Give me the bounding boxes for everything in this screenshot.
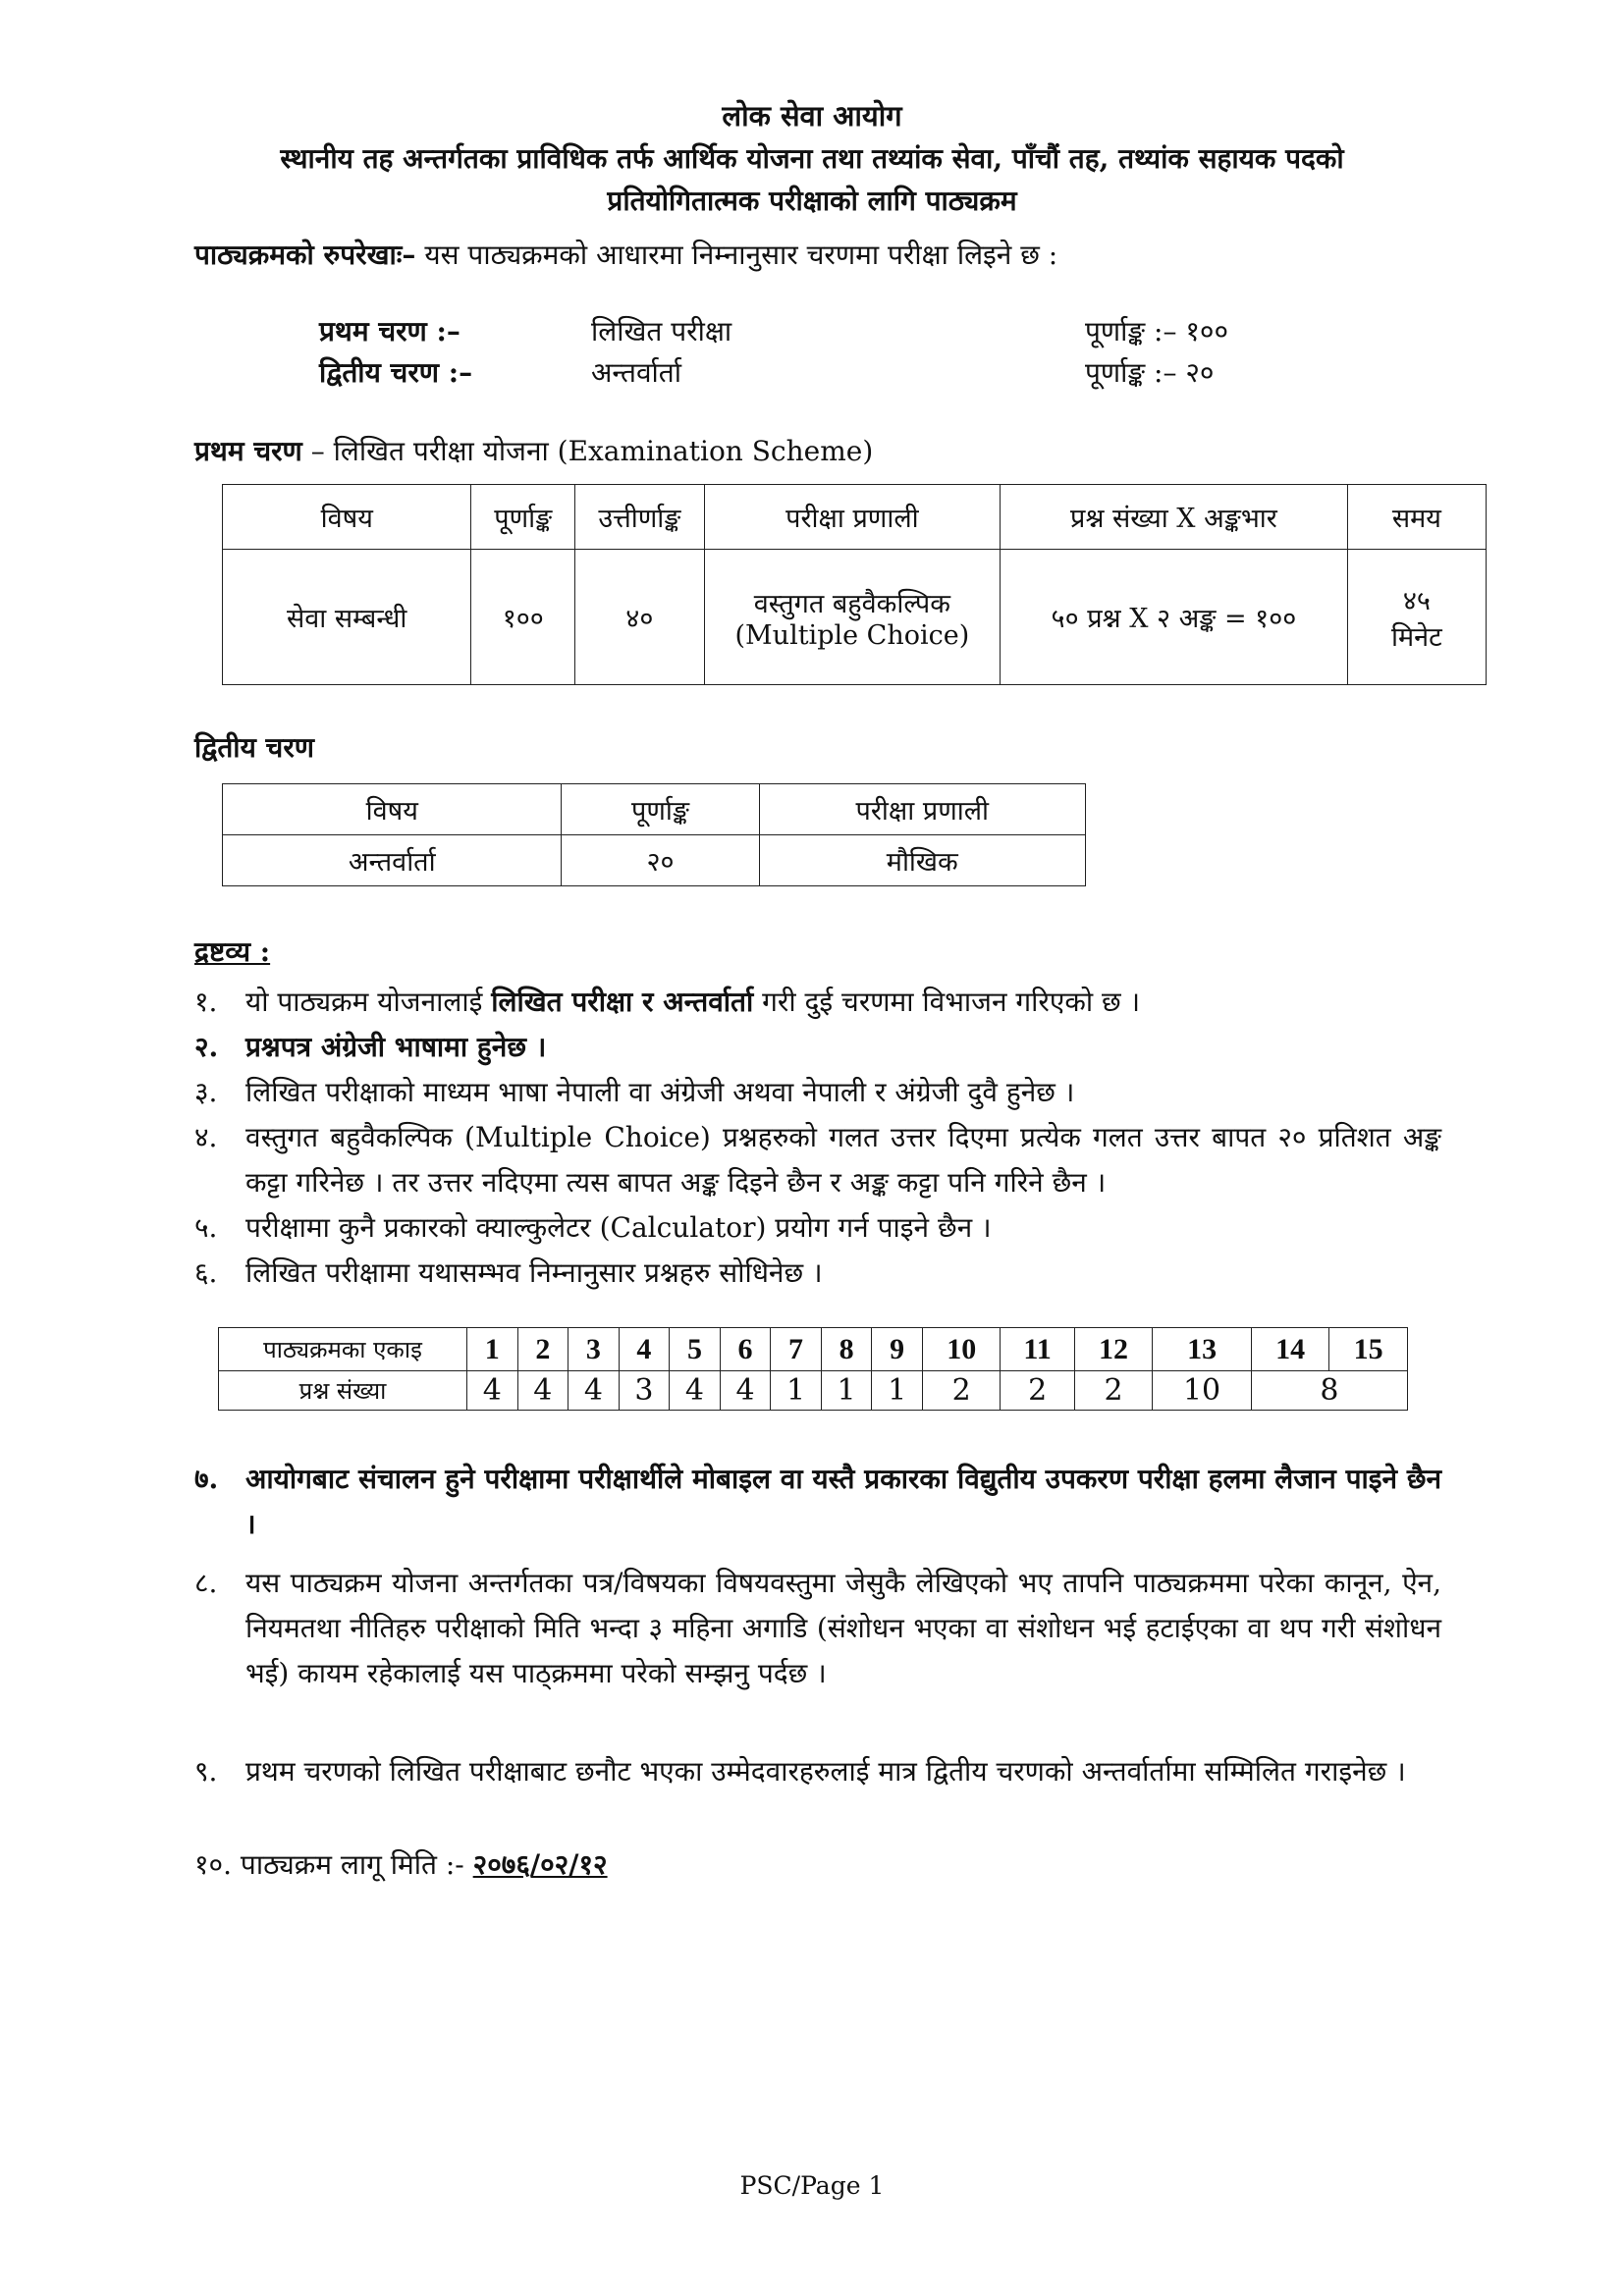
unit-cell: 15 (1329, 1328, 1408, 1371)
phase-1-marks: पूर्णाङ्क :– १०० (1085, 315, 1229, 347)
note-number: ६. (194, 1256, 218, 1289)
count-cell: 1 (821, 1371, 872, 1411)
phase-1-name: प्रथम चरण :– (319, 315, 460, 347)
note-2-text: प्रश्नपत्र अंग्रेजी भाषामा हुनेछ । (245, 1031, 547, 1063)
note-10-text: १०. पाठ्यक्रम लागू मिति :- (194, 1848, 464, 1881)
col-subject: विषय (223, 485, 471, 550)
unit-cell: 10 (922, 1328, 1001, 1371)
note-4-text: वस्तुगत बहुवैकल्पिक (Multiple Choice) प्रश्नहरुको गलत उत्तर दिएमा प्रत्येक गलत उत्तर बापत २० प्रतिशत अङ्क कट्टा गरिनेछ । तर उत्तर नदिएमा त्यस बापत अङ्क दिइने छैन र अङ्क कट्टा पनि गरिने छैन । (245, 1121, 1441, 1199)
count-cell: 2 (922, 1371, 1001, 1411)
unit-cell: 5 (670, 1328, 721, 1371)
note-2 (194, 1025, 1441, 1070)
note-number: ५. (194, 1211, 218, 1244)
cell-full-marks: १०० (471, 550, 575, 685)
cell-subject: सेवा सम्बन्धी (223, 550, 471, 685)
cell-exam-system (704, 550, 1000, 685)
phase-2-exam: अन्तर्वार्ता (591, 356, 682, 389)
count-cell: 4 (467, 1371, 518, 1411)
note-7-text: आयोगबाट संचालन हुने परीक्षामा परीक्षार्थीले मोबाइल वा यस्तै प्रकारका विद्युतीय उपकरण परीक्षा हलमा लैजान पाइने छैन । (245, 1463, 1441, 1540)
unit-cell: 1 (467, 1328, 518, 1371)
cell-subject: अन्तर्वार्ता (223, 835, 562, 886)
note-number: ४. (194, 1121, 218, 1153)
exam-scheme-table (222, 484, 1487, 685)
table-row (223, 835, 1086, 886)
header-title: लोक सेवा आयोग (722, 99, 902, 133)
note-number: २. (194, 1031, 219, 1063)
unit-cell: 8 (821, 1328, 872, 1371)
count-cell: 2 (1074, 1371, 1153, 1411)
row-label-units: पाठ्यक्रमका एकाइ (219, 1328, 467, 1371)
note-number: १. (194, 986, 218, 1018)
note-6 (194, 1251, 1441, 1296)
page-footer: PSC/Page 1 (739, 2171, 885, 2200)
cell-full-marks: २० (562, 835, 759, 886)
interview-table (222, 783, 1086, 886)
count-cell: 3 (619, 1371, 670, 1411)
note-6-text: लिखित परीक्षामा यथासम्भव निम्नानुसार प्रश्नहरु सोधिनेछ । (245, 1256, 823, 1289)
unit-cell: 7 (771, 1328, 822, 1371)
note-5 (194, 1205, 1441, 1251)
cell-exam-system: मौखिक (759, 835, 1085, 886)
table-header-row (223, 485, 1487, 550)
col-questions: प्रश्न संख्या X अङ्कभार (1001, 485, 1348, 550)
unit-cell: 12 (1074, 1328, 1153, 1371)
phase-1-exam: लिखित परीक्षा (591, 315, 732, 347)
phase-2-marks: पूर्णाङ्क :– २० (1085, 356, 1215, 389)
outline-line (194, 236, 1057, 273)
note-9-text: प्रथम चरणको लिखित परीक्षाबाट छनौट भएका उम्मेदवारहरुलाई मात्र द्वितीय चरणको अन्तर्वार्तामा सम्मिलित गराइनेछ । (245, 1755, 1406, 1788)
note-3 (194, 1070, 1441, 1115)
count-cell: 4 (517, 1371, 568, 1411)
unit-cell: 9 (872, 1328, 923, 1371)
note-number: ७. (194, 1463, 219, 1495)
note-number: ८. (194, 1567, 218, 1599)
time-line-1: ४५ (1402, 585, 1431, 616)
outline-label: पाठ्यक्रमको रुपरेखाः– (194, 239, 416, 271)
count-cell: 1 (872, 1371, 923, 1411)
count-cell: 4 (670, 1371, 721, 1411)
col-full-marks: पूर्णाङ्क (562, 784, 759, 835)
note-1-bold: लिखित परीक्षा र अन्तर्वार्ता (491, 986, 754, 1018)
note-8 (194, 1561, 1441, 1696)
unit-cell: 4 (619, 1328, 670, 1371)
note-4 (194, 1115, 1441, 1205)
note-number: ३. (194, 1076, 218, 1108)
exam-system-line-2: (Multiple Choice) (734, 619, 970, 651)
header-subtitle: स्थानीय तह अन्तर्गतका प्राविधिक तर्फ आर्थिक योजना तथा तथ्यांक सेवा, पाँचौं तह, तथ्यांक सहायक पदको (280, 142, 1344, 175)
col-full-marks: पूर्णाङ्क (471, 485, 575, 550)
note-9 (194, 1749, 1441, 1794)
table-row (219, 1328, 1408, 1371)
count-cell: 1 (771, 1371, 822, 1411)
col-exam-system: परीक्षा प्रणाली (704, 485, 1000, 550)
note-8-text: यस पाठ्यक्रम योजना अन्तर्गतका पत्र/विषयका विषयवस्तुमा जेसुकै लेखिएको भए तापनि पाठ्यक्रममा परेका कानून, ऐन, नियमतथा नीतिहरु परीक्षाको मिति भन्दा ३ महिना अगाडि (संशोधन भएका वा संशोधन भई हटाईएका वा थप गरी संशोधन भई) कायम रहेकालाई यस पाठ्क्रममा परेको सम्झनु पर्दछ । (245, 1567, 1441, 1689)
unit-cell: 11 (1001, 1328, 1074, 1371)
unit-cell: 6 (720, 1328, 771, 1371)
count-cell: 10 (1153, 1371, 1252, 1411)
unit-cell: 2 (517, 1328, 568, 1371)
col-time: समय (1347, 485, 1486, 550)
note-3-text: लिखित परीक्षाको माध्यम भाषा नेपाली वा अंग्रेजी अथवा नेपाली र अंग्रेजी दुवै हुनेछ । (245, 1076, 1075, 1108)
header-subtitle-2: प्रतियोगितात्मक परीक्षाको लागि पाठ्यक्रम (607, 185, 1017, 217)
unit-cell: 14 (1251, 1328, 1329, 1371)
cell-questions: ५० प्रश्न X २ अङ्क = १०० (1001, 550, 1348, 685)
exam-system-line-1: वस्तुगत बहुवैकल्पिक (753, 588, 950, 619)
note-5-text: परीक्षामा कुनै प्रकारको क्याल्कुलेटर (Calculator) प्रयोग गर्न पाइने छैन । (245, 1211, 992, 1244)
table-header-row (223, 784, 1086, 835)
outline-text: यस पाठ्यक्रमको आधारमा निम्नानुसार चरणमा परीक्षा लिइने छ : (424, 239, 1058, 271)
count-cell: 2 (1001, 1371, 1074, 1411)
note-10 (194, 1845, 608, 1883)
first-phase-heading-bold: प्रथम चरण (194, 435, 302, 467)
unit-cell: 13 (1153, 1328, 1252, 1371)
col-subject: विषय (223, 784, 562, 835)
note-1-post: गरी दुई चरणमा विभाजन गरिएको छ । (762, 986, 1141, 1018)
table-row (219, 1371, 1408, 1411)
count-cell: 4 (568, 1371, 620, 1411)
count-cell: 4 (720, 1371, 771, 1411)
notes-heading: द्रष्टव्य : (194, 935, 271, 968)
note-1 (194, 980, 1441, 1025)
table-row (223, 550, 1487, 685)
col-pass-marks: उत्तीर्णाङ्क (575, 485, 705, 550)
unit-question-table (218, 1327, 1408, 1411)
phase-2-name: द्वितीय चरण :– (319, 356, 473, 389)
unit-cell: 3 (568, 1328, 620, 1371)
col-exam-system: परीक्षा प्रणाली (759, 784, 1085, 835)
first-phase-heading (194, 432, 873, 469)
cell-time (1347, 550, 1486, 685)
note-7 (194, 1457, 1441, 1547)
cell-pass-marks: ४० (575, 550, 705, 685)
count-cell: 8 (1251, 1371, 1407, 1411)
effective-date: २०७६/०२/१२ (472, 1848, 608, 1881)
second-phase-heading: द्वितीय चरण (194, 731, 315, 764)
note-1-pre: यो पाठ्यक्रम योजनालाई (245, 986, 483, 1018)
note-number: ९. (194, 1755, 218, 1788)
time-line-2: मिनेट (1390, 621, 1442, 653)
first-phase-heading-rest: – लिखित परीक्षा योजना (Examination Scheme) (310, 435, 874, 467)
row-label-questions: प्रश्न संख्या (219, 1371, 467, 1411)
